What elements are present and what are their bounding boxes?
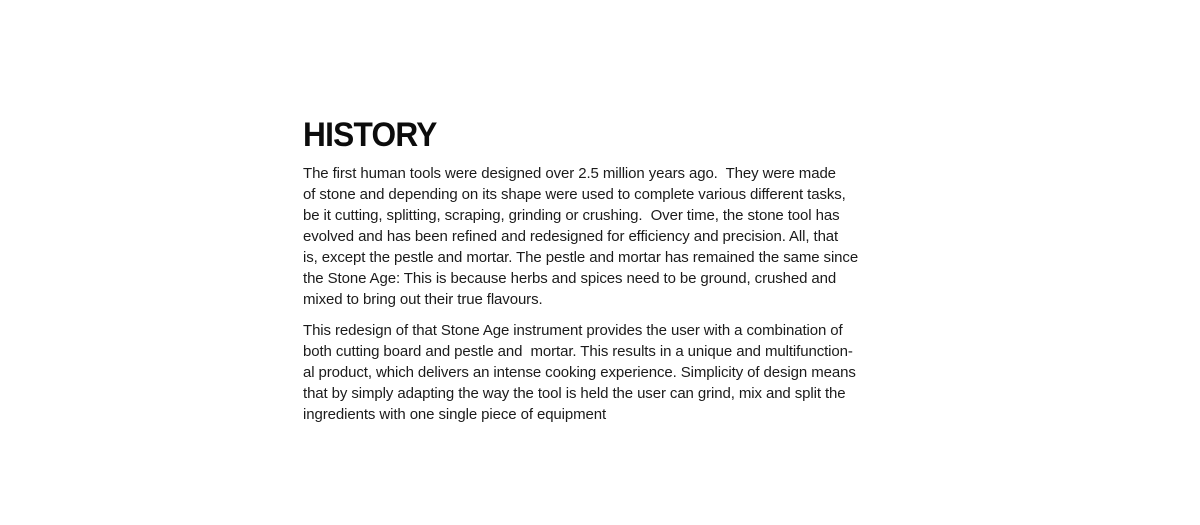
paragraph-line: mixed to bring out their true flavours.	[303, 291, 543, 308]
paragraph-line: be it cutting, splitting, scraping, grinding or crushing. Over time, the stone tool has	[303, 207, 840, 224]
paragraph-line: that by simply adapting the way the tool is held the user can grind, mix and split the	[303, 385, 846, 402]
paragraph-line: both cutting board and pestle and mortar. This results in a unique and multifunction-	[303, 343, 853, 360]
history-paragraph-1	[303, 163, 963, 310]
paragraph-line: is, except the pestle and mortar. The pestle and mortar has remained the same since	[303, 249, 859, 266]
paragraph-line: the Stone Age: This is because herbs and spices need to be ground, crushed and	[303, 270, 837, 287]
history-section	[303, 118, 963, 425]
paragraph-line: al product, which delivers an intense cooking experience. Simplicity of design means	[303, 364, 856, 381]
history-paragraph-2	[303, 320, 963, 425]
paragraph-line: evolved and has been refined and redesigned for efficiency and precision. All, that	[303, 228, 839, 245]
page-title: HISTORY	[303, 116, 437, 154]
paragraph-line: ingredients with one single piece of equipment	[303, 406, 607, 423]
paragraph-line: This redesign of that Stone Age instrument provides the user with a combination of	[303, 322, 843, 339]
paragraph-line: The first human tools were designed over 2.5 million years ago. They were made	[303, 165, 836, 182]
paragraph-line: of stone and depending on its shape were used to complete various different tasks,	[303, 186, 846, 203]
